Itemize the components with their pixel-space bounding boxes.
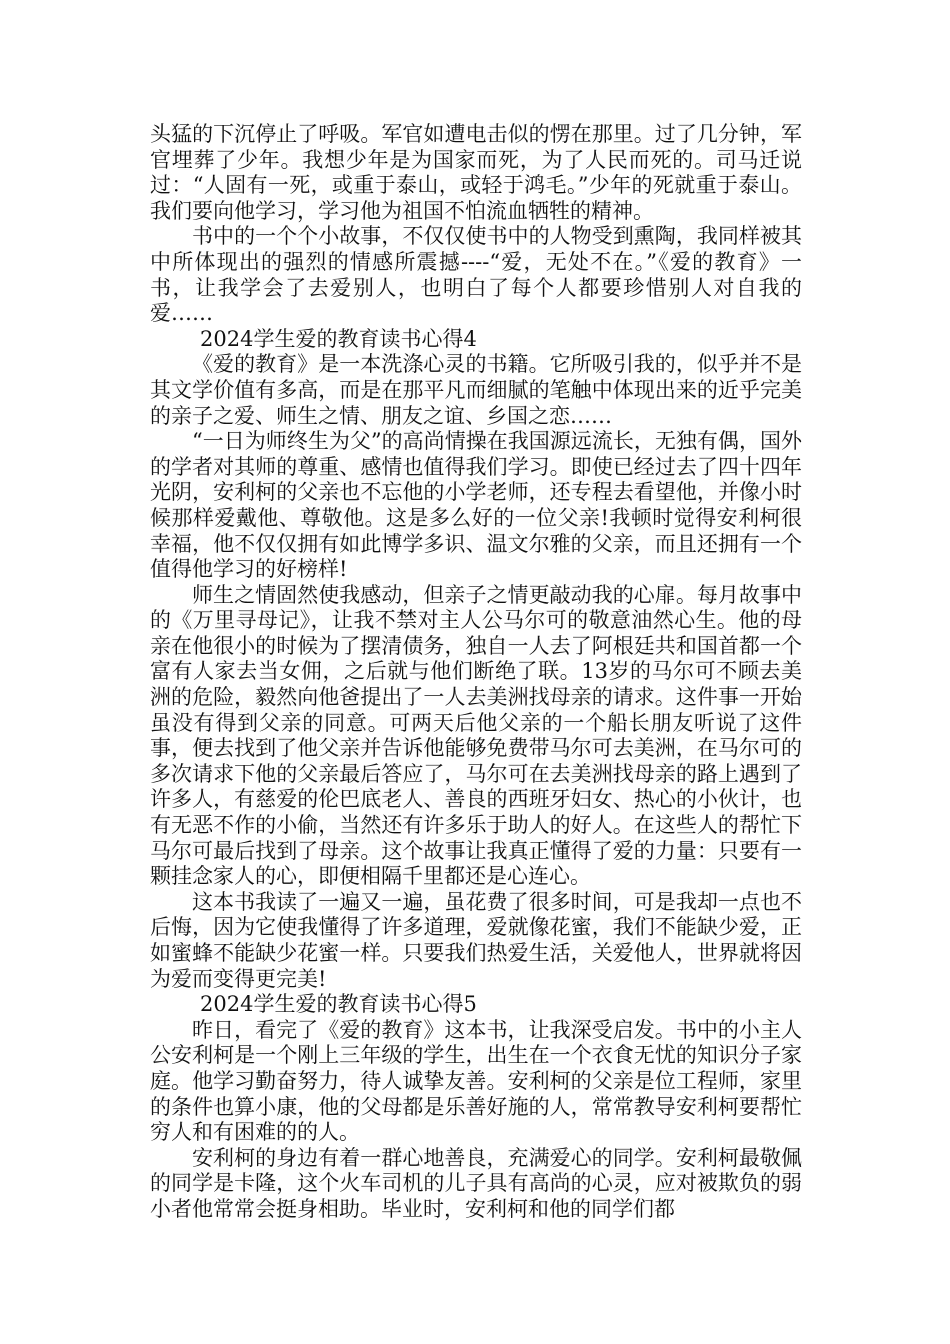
- paragraph-4: “一日为师终生为父”的高尚情操在我国源远流长，无独有偶，国外的学者对其师的尊重、感情也值得我们学习。即使已经过去了四十四年光阴，安利柯的父亲也不忘他的小学老师，还专程去看望他，并像小时候那样爱戴他、尊敬他。这是多么好的一位父亲!我顿时觉得安利柯很幸福，他不仅仅拥有如此博学多识、温文尔雅的父亲，而且还拥有一个值得他学习的好榜样!: [150, 429, 802, 582]
- paragraph-8: 安利柯的身边有着一群心地善良，充满爱心的同学。安利柯最敬佩的同学是卡隆，这个火车司机的儿子具有高尚的心灵，应对被欺负的弱小者他常常会挺身相助。毕业时，安利柯和他的同学们都: [150, 1145, 802, 1221]
- document-page: [150, 122, 802, 1223]
- paragraph-3: 《爱的教育》是一本洗涤心灵的书籍。它所吸引我的，似乎并不是其文学价值有多高，而是在那平凡而细腻的笔触中体现出来的近乎完美的亲子之爱、师生之情、朋友之谊、乡国之恋……: [150, 352, 802, 428]
- section-title-4: 2024学生爱的教育读书心得4: [200, 326, 477, 351]
- paragraph-5: 师生之情固然使我感动，但亲子之情更敲动我的心扉。每月故事中的《万里寻母记》，让我不禁对主人公马尔可的敬意油然心生。他的母亲在他很小的时候为了摆清债务，独自一人去了阿根廷共和国首都一个富有人家去当女佣，之后就与他们断绝了联。13岁的马尔可不顾去美洲的危险，毅然向他爸提出了一人去美洲找母亲的请求。这件事一开始虽没有得到父亲的同意。可两天后他父亲的一个船长朋友听说了这件事，便去找到了他父亲并告诉他能够免费带马尔可去美洲，在马尔可的多次请求下他的父亲最后答应了，马尔可在去美洲找母亲的路上遇到了许多人，有慈爱的伦巴底老人、善良的西班牙妇女、热心的小伙计，也有无恶不作的小偷，当然还有许多乐于助人的好人。在这些人的帮忙下马尔可最后找到了母亲。这个故事让我真正懂得了爱的力量：只要有一颗挂念家人的心，即便相隔千里都还是心连心。: [150, 582, 802, 889]
- paragraph-1: 头猛的下沉停止了呼吸。军官如遭电击似的愣在那里。过了几分钟，军官埋葬了少年。我想少年是为国家而死，为了人民而死的。司马迁说过：“人固有一死，或重于泰山，或轻于鸿毛。”少年的死就重于泰山。我们要向他学习，学习他为祖国不怕流血牺牲的精神。: [150, 122, 802, 223]
- paragraph-2: 书中的一个个小故事，不仅仅使书中的人物受到熏陶，我同样被其中所体现出的强烈的情感所震撼----“爱，无处不在。”《爱的教育》一书，让我学会了去爱别人，也明白了每个人都要珍惜别人对自我的爱……: [150, 224, 802, 326]
- paragraph-6: 这本书我读了一遍又一遍，虽花费了很多时间，可是我却一点也不后悔，因为它使我懂得了许多道理，爱就像花蜜，我们不能缺少爱，正如蜜蜂不能缺少花蜜一样。只要我们热爱生活，关爱他人，世界就将因为爱而变得更完美!: [150, 889, 802, 991]
- paragraph-7: 昨日，看完了《爱的教育》这本书，让我深受启发。书中的小主人公安利柯是一个刚上三年级的学生，出生在一个衣食无忧的知识分子家庭。他学习勤奋努力，待人诚挚友善。安利柯的父亲是位工程师，家里的条件也算小康，他的父母都是乐善好施的人，常常教导安利柯要帮忙穷人和有困难的的人。: [150, 1017, 802, 1145]
- section-title-5: 2024学生爱的教育读书心得5: [200, 992, 477, 1017]
